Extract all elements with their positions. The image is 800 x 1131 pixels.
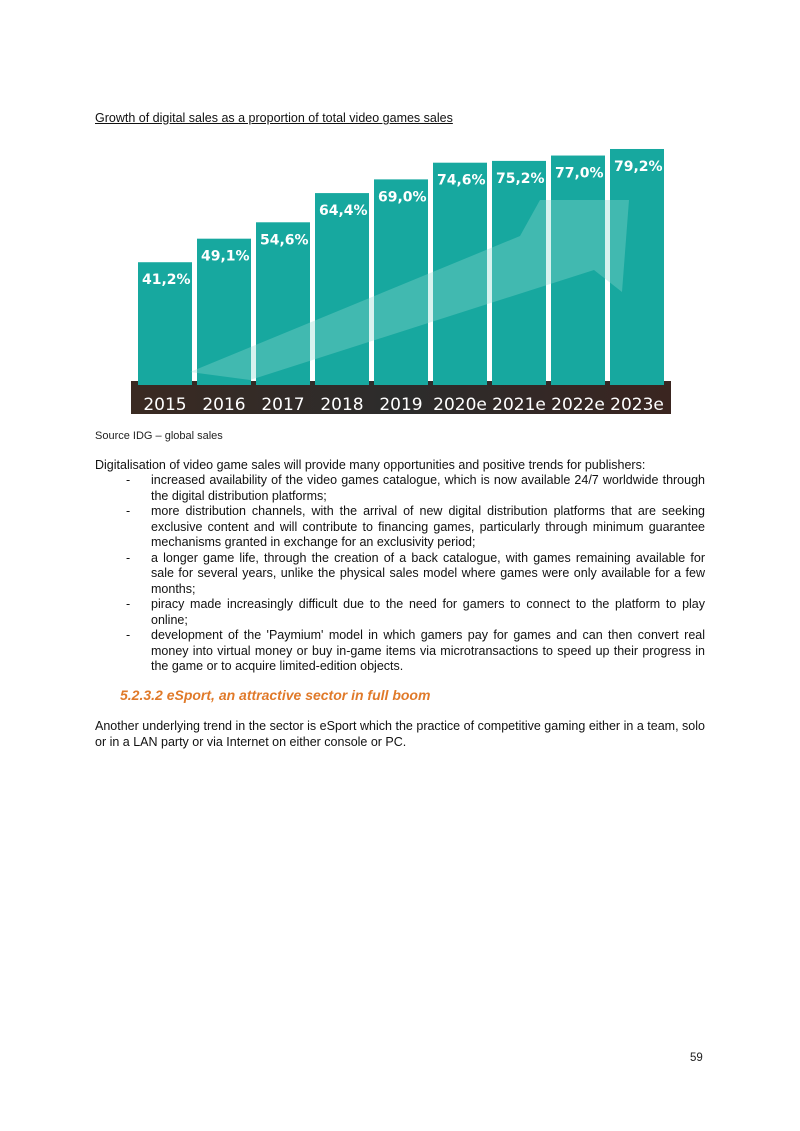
bullet-list xyxy=(95,473,705,675)
data-label-2019: 69,0% xyxy=(378,189,427,206)
x-tick-2020e: 2020e xyxy=(433,395,487,415)
data-label-2017: 54,6% xyxy=(260,232,309,249)
x-tick-2017: 2017 xyxy=(261,395,305,415)
data-label-2018: 64,4% xyxy=(319,203,368,220)
ticks-layer xyxy=(143,395,664,415)
x-tick-2022e: 2022e xyxy=(551,395,605,415)
section-heading: 5.2.3.2 eSport, an attractive sector in full boom xyxy=(120,687,431,703)
bullet-text: more distribution channels, with the arrival of new digital distribution platforms that are seeking exclusive content and will contribute to financing games, particularly through minimum guarantee mechanisms granted in exchange for an exclusivity period; xyxy=(151,504,705,549)
data-label-2022e: 77,0% xyxy=(555,165,604,182)
esport-paragraph: Another underlying trend in the sector is eSport which the practice of competitive gaming either in a team, solo or in a LAN party or via Internet on either console or PC. xyxy=(95,719,705,749)
intro-paragraph: Digitalisation of video game sales will provide many opportunities and positive trends for publishers: xyxy=(95,458,646,472)
chart-source: Source IDG – global sales xyxy=(95,430,223,442)
bullet-marker: - xyxy=(126,550,131,565)
data-label-2020e: 74,6% xyxy=(437,172,486,189)
x-tick-2021e: 2021e xyxy=(492,395,546,415)
page-number: 59 xyxy=(690,1052,703,1064)
list-item xyxy=(95,628,705,675)
x-tick-2023e: 2023e xyxy=(610,395,664,415)
bullet-text: increased availability of the video games catalogue, which is now available 24/7 worldwide through the digital distribution platforms; xyxy=(151,473,705,503)
data-label-2021e: 75,2% xyxy=(496,170,545,187)
x-tick-2018: 2018 xyxy=(320,395,364,415)
bullet-marker: - xyxy=(126,504,131,518)
x-tick-2016: 2016 xyxy=(202,395,246,415)
data-label-2023e: 79,2% xyxy=(614,158,663,175)
bullet-marker: - xyxy=(126,628,131,642)
data-label-2016: 49,1% xyxy=(201,248,250,265)
bar-chart xyxy=(0,0,800,420)
x-tick-2015: 2015 xyxy=(143,395,187,415)
x-tick-2019: 2019 xyxy=(379,395,423,415)
data-label-2015: 41,2% xyxy=(142,272,191,289)
chart-title: Growth of digital sales as a proportion of total video games sales xyxy=(95,111,453,125)
bullet-text: piracy made increasingly difficult due to the need for gamers to connect to the platform to play online; xyxy=(151,597,705,627)
bullet-text: development of the 'Paymium' model in which gamers pay for games and can then convert real money into virtual money or buy in-game items via microtransactions to speed up their progress in the game or to acquire limited-edition objects. xyxy=(151,628,705,673)
list-item xyxy=(95,473,705,504)
list-item xyxy=(95,551,705,598)
bullet-text: a longer game life, through the creation of a back catalogue, with games remaining available for sale for several years, unlike the physical sales model where games were only available for a few months; xyxy=(151,550,705,596)
list-item xyxy=(95,597,705,628)
list-item xyxy=(95,504,705,551)
bullet-marker: - xyxy=(126,473,131,487)
bullet-marker: - xyxy=(126,597,131,611)
